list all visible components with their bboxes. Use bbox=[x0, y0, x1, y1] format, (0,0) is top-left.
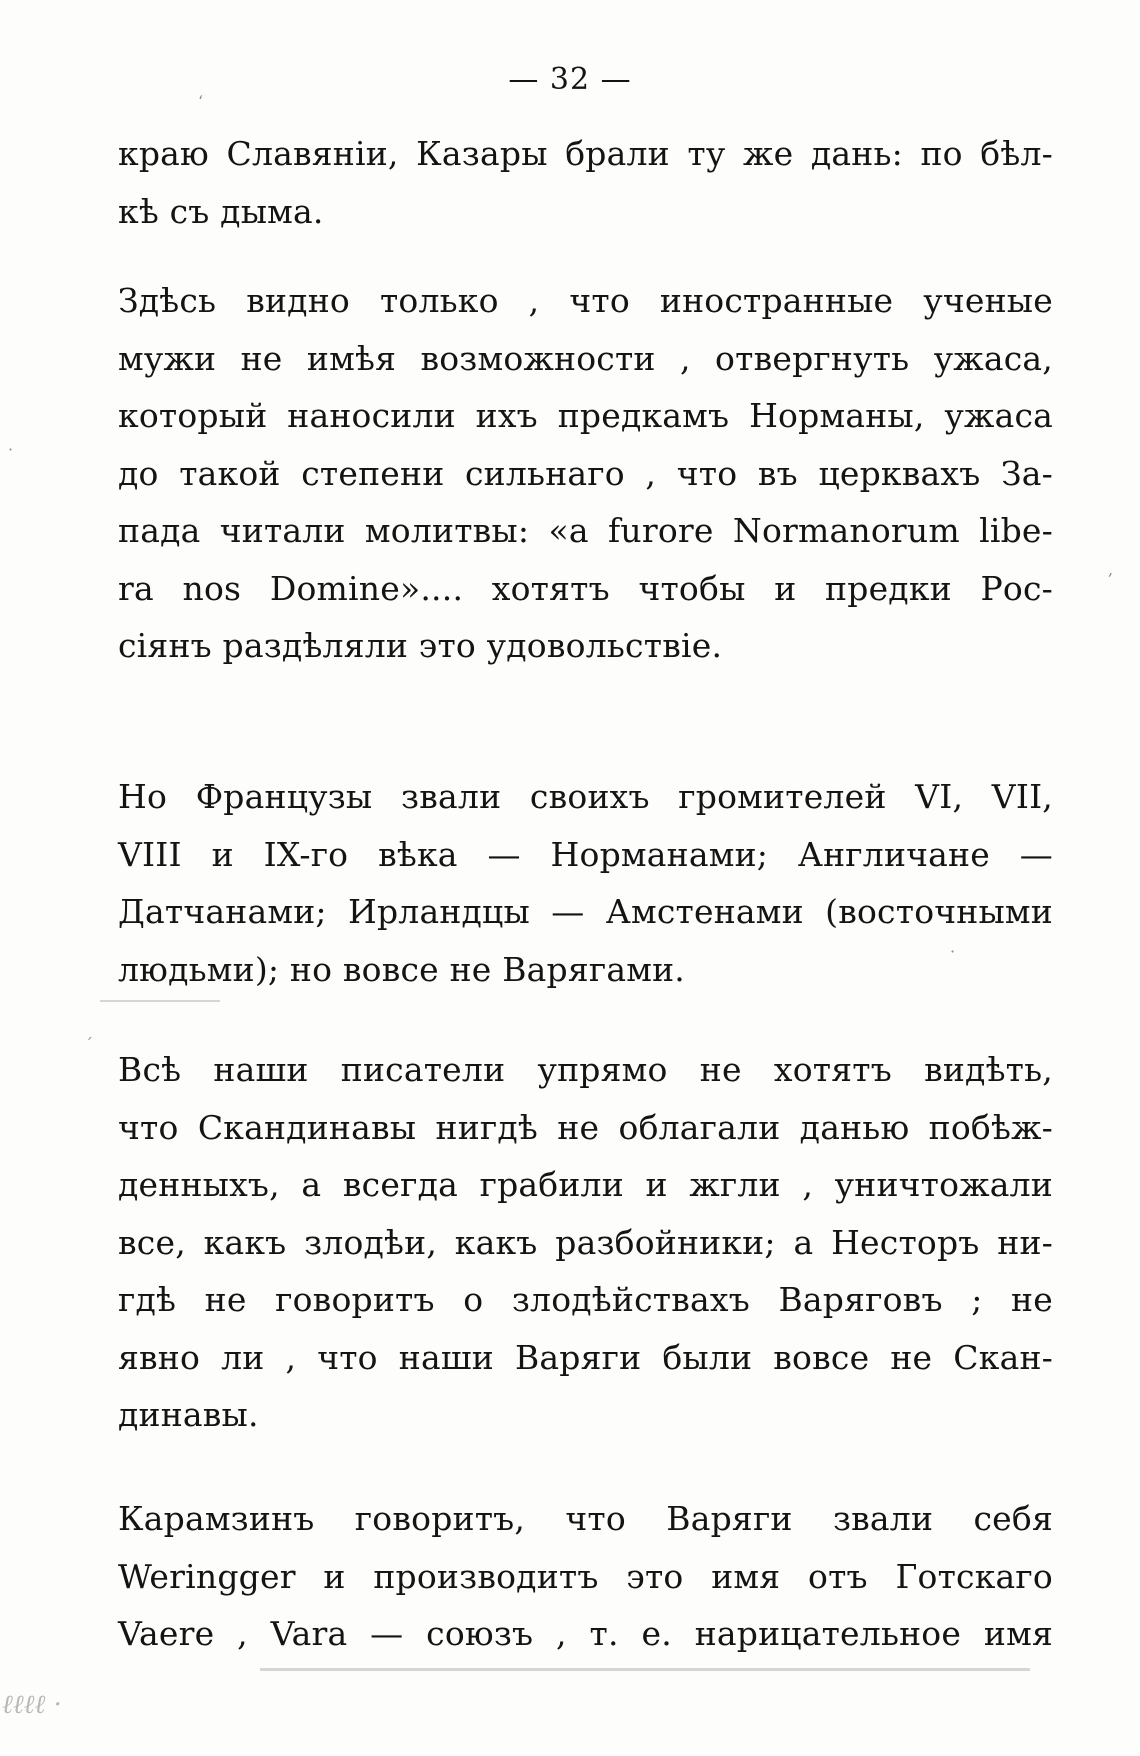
text-line: VIII и IX-го вѣка — Норманами; Англичане — bbox=[118, 834, 1053, 874]
scan-speck: ʻ bbox=[198, 92, 204, 111]
paragraph-4 bbox=[118, 1041, 1053, 1444]
text-line: Но Французы звали своихъ громителей VI, VII, bbox=[118, 777, 1053, 816]
text-line: Всѣ наши писатели упрямо не хотятъ видѣть, bbox=[118, 1050, 1053, 1089]
text-line: Vaere , Vara — союзъ , т. е. нарицательное имя bbox=[118, 1614, 1053, 1653]
text-line: Карамзинъ говоритъ, что Варяги звали себя bbox=[118, 1499, 1053, 1538]
scan-smudge bbox=[100, 1000, 220, 1002]
text-line: Датчанами; Ирландцы — Амстенами (восточными bbox=[118, 892, 1053, 931]
text-line: до такой степени сильнаго , что въ церквахъ За- bbox=[118, 453, 1053, 493]
text-line: ra nos Domine».... хотятъ чтобы и предки Рос- bbox=[118, 568, 1053, 608]
text-line: который наносили ихъ предкамъ Норманы, ужаса bbox=[118, 396, 1053, 435]
scan-speck: · bbox=[8, 440, 14, 459]
text-line: людьми); но вовсе не Варягами. bbox=[118, 949, 685, 989]
text-line: мужи не имѣя возможности , отвергнуть ужаса, bbox=[118, 338, 1053, 378]
text-line: сiянъ раздѣляли это удовольствiе. bbox=[118, 626, 723, 665]
scan-speck: · bbox=[950, 942, 956, 961]
paragraph-2 bbox=[118, 272, 1053, 675]
text-line: пада читали молитвы: «a furore Normanorum libe- bbox=[118, 511, 1053, 550]
text-line: все, какъ злодѣи, какъ разбойники; а Несторъ ни- bbox=[118, 1222, 1053, 1262]
text-line: что Скандинавы нигдѣ не облагали данью побѣж- bbox=[118, 1107, 1053, 1147]
text-line: динавы. bbox=[118, 1395, 259, 1434]
margin-scribble: ℓℓℓℓ · bbox=[2, 1690, 62, 1720]
page-number: — 32 — bbox=[508, 62, 632, 97]
text-line: Здѣсь видно только , что иностранные ученые bbox=[118, 281, 1053, 320]
scan-smudge bbox=[260, 1668, 1030, 1671]
text-line: кѣ съ дыма. bbox=[118, 191, 324, 231]
paragraph-5 bbox=[118, 1490, 1053, 1663]
paragraph-1 bbox=[118, 125, 1053, 240]
paragraph-3 bbox=[118, 768, 1053, 998]
text-line: гдѣ не говоритъ о злодѣйствахъ Варяговъ ; не bbox=[118, 1280, 1053, 1319]
scan-speck: ˊ bbox=[85, 1035, 93, 1054]
text-line: денныхъ, а всегда грабили и жгли , уничтожали bbox=[118, 1165, 1053, 1204]
text-line: явно ли , что наши Варяги были вовсе не Скан- bbox=[118, 1337, 1053, 1377]
text-line: Weringger и производитъ это имя отъ Готскаго bbox=[118, 1556, 1053, 1596]
text-line: краю Славянiи, Казары брали ту же дань: по бѣл- bbox=[118, 134, 1053, 173]
scan-speck: , bbox=[1108, 560, 1114, 579]
